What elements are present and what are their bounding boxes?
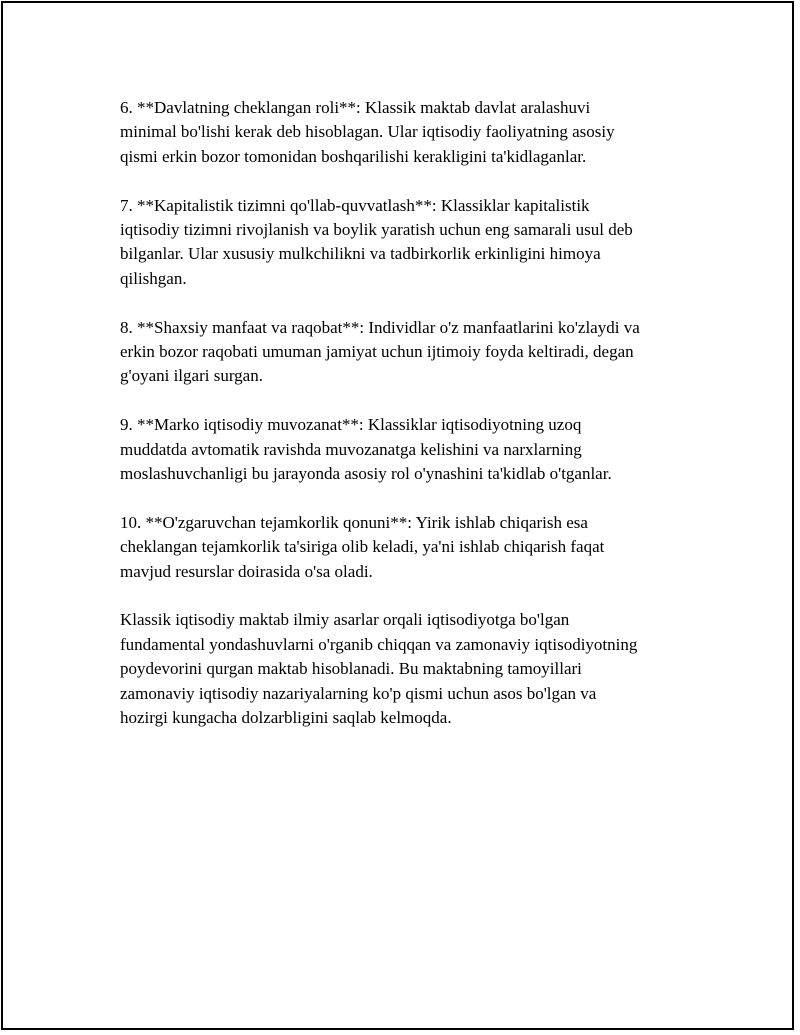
text-line: 10. **O'zgaruvchan tejamkorlik qonuni**: Yirik ishlab chiqarish esa xyxy=(120,512,588,532)
text-line: fundamental yondashuvlarni o'rganib chiqqan va zamonaviy iqtisodiyotning xyxy=(120,634,638,654)
paragraph-item-10 xyxy=(120,511,700,584)
text-line: moslashuvchanligi bu jarayonda asosiy rol o'ynashini ta'kidlab o'tganlar. xyxy=(120,464,612,484)
document-body xyxy=(120,96,700,755)
text-line: 6. **Davlatning cheklangan roli**: Klassik maktab davlat aralashuvi xyxy=(120,98,591,117)
text-line: Klassik iqtisodiy maktab ilmiy asarlar orqali iqtisodiyotga bo'lgan xyxy=(120,610,570,630)
text-line: 8. **Shaxsiy manfaat va raqobat**: Individlar o'z manfaatlarini ko'zlaydi va xyxy=(120,317,640,337)
text-line: 9. **Marko iqtisodiy muvozanat**: Klassiklar iqtisodiyotning uzoq xyxy=(120,415,582,435)
paragraph-conclusion xyxy=(120,608,700,730)
text-line: 7. **Kapitalistik tizimni qo'llab-quvvatlash**: Klassiklar kapitalistik xyxy=(120,195,590,215)
paragraph-item-9 xyxy=(120,413,700,486)
text-line: muddatda avtomatik ravishda muvozanatga kelishini va narxlarning xyxy=(120,439,582,459)
text-line: zamonaviy iqtisodiy nazariyalarning ko'p qismi uchun asos bo'lgan va xyxy=(120,683,597,703)
text-line: cheklangan tejamkorlik ta'siriga olib keladi, ya'ni ishlab chiqarish faqat xyxy=(120,537,605,557)
paragraph-item-8 xyxy=(120,316,700,389)
text-line: erkin bozor raqobati umuman jamiyat uchun ijtimoiy foyda keltiradi, degan xyxy=(120,342,634,362)
text-line: qismi erkin bozor tomonidan boshqarilishi kerakligini ta'kidlaganlar. xyxy=(120,146,587,166)
paragraph-item-6 xyxy=(120,96,700,169)
text-line: qilishgan. xyxy=(120,268,187,288)
document-page xyxy=(1,1,794,1030)
text-line: hozirgi kungacha dolzarbligini saqlab kelmoqda. xyxy=(120,708,452,728)
text-line: iqtisodiy tizimni rivojlanish va boylik yaratish uchun eng samarali usul deb xyxy=(120,220,633,240)
text-line: bilganlar. Ular xususiy mulkchilikni va tadbirkorlik erkinligini himoya xyxy=(120,244,601,264)
text-line: poydevorini qurgan maktab hisoblanadi. Bu maktabning tamoyillari xyxy=(120,659,582,679)
text-line: minimal bo'lishi kerak deb hisoblagan. Ular iqtisodiy faoliyatning asosiy xyxy=(120,122,615,142)
text-line: mavjud resurslar doirasida o'sa oladi. xyxy=(120,561,373,581)
paragraph-item-7 xyxy=(120,194,700,292)
text-line: g'oyani ilgari surgan. xyxy=(120,366,263,386)
